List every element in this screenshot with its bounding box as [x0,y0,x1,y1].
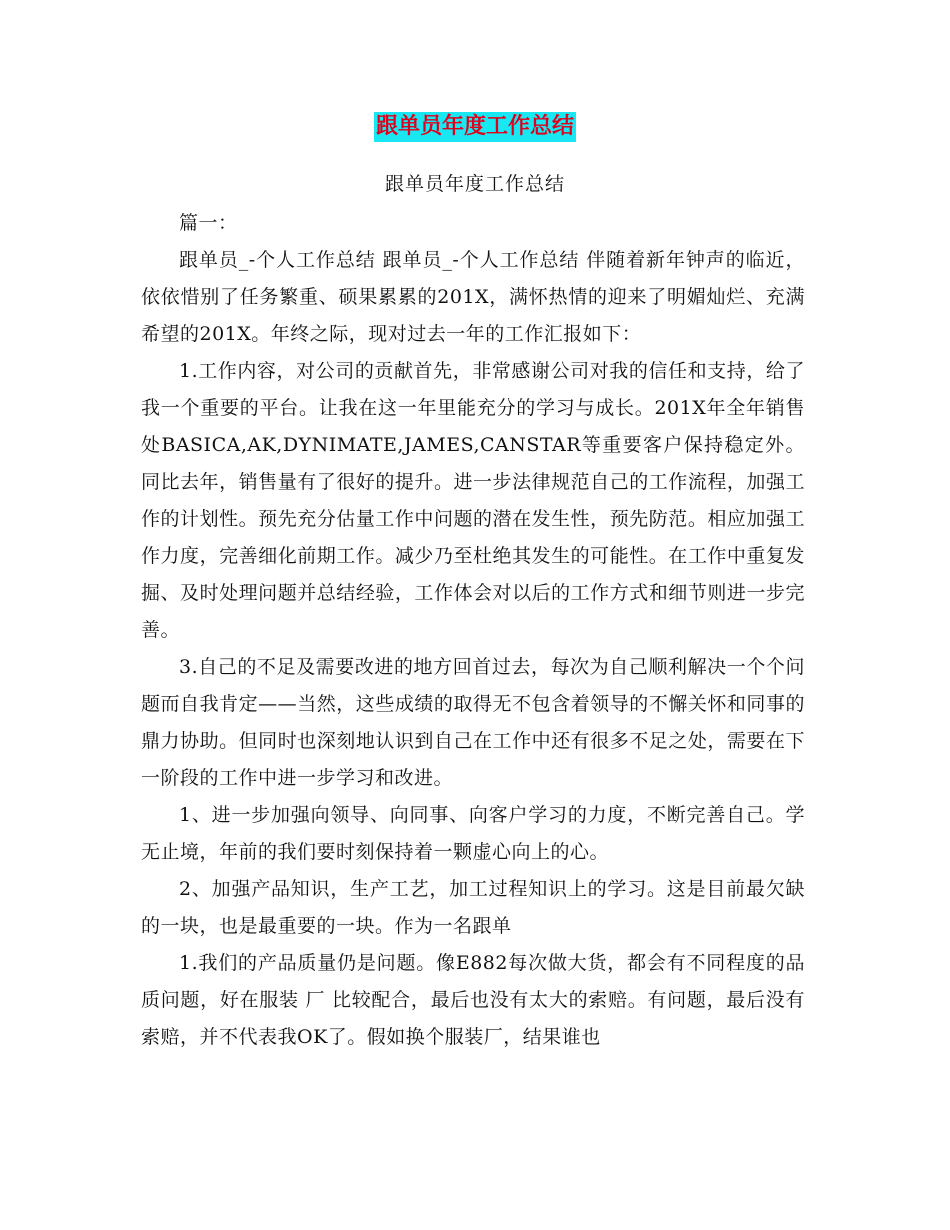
paragraph: 2、加强产品知识，生产工艺，加工过程知识上的学习。这是目前最欠缺的一块，也是最重要的一块。作为一名跟单 [141,878,805,937]
document-title-text: 跟单员年度工作总结 [374,112,576,142]
paragraph: 1.我们的产品质量仍是问题。像E882每次做大货，都会有不同程度的品质问题，好在服装 厂 比较配合，最后也没有太大的索赔。有问题，最后没有索赔，并不代表我OK了。假如换个服装厂，结果谁也 [141,952,805,1048]
document-title [0,112,950,142]
document-subtitle: 跟单员年度工作总结 [384,173,565,195]
paragraph: 3.自己的不足及需要改进的地方回首过去，每次为自己顺利解决一个个问题而自我肯定——当然，这些成绩的取得无不包含着领导的不懈关怀和同事的鼎力协助。但同时也深刻地认识到自己在工作中还有很多不足之处，需要在下一阶段的工作中进一步学习和改进。 [141,656,805,789]
paragraph: 1、进一步加强向领导、向同事、向客户学习的力度，不断完善自己。学无止境，年前的我们要时刻保持着一颗虚心向上的心。 [141,804,805,863]
document-body [141,205,805,1056]
paragraph: 跟单员_-个人工作总结 跟单员_-个人工作总结 伴随着新年钟声的临近，依依惜别了任务繁重、硕果累累的201X，满怀热情的迎来了明媚灿烂、充满希望的201X。年终之际，现对过去一年的工作汇报如下： [141,249,805,345]
paragraph: 1.工作内容，对公司的贡献首先，非常感谢公司对我的信任和支持，给了我一个重要的平台。让我在这一年里能充分的学习与成长。201X年全年销售处BASICA,AK,DYNIMATE,JAMES,CANSTAR等重要客户保持稳定外。同比去年，销售量有了很好的提升。进一步法律规范自己的工作流程，加强工作的计划性。预先充分估量工作中问题的潜在发生性，预先防范。相应加强工作力度，完善细化前期工作。减少乃至杜绝其发生的可能性。在工作中重复发掘、及时处理问题并总结经验，工作体会对以后的工作方式和细节则进一步完善。 [141,360,805,641]
paragraph: 篇一： [179,212,238,234]
